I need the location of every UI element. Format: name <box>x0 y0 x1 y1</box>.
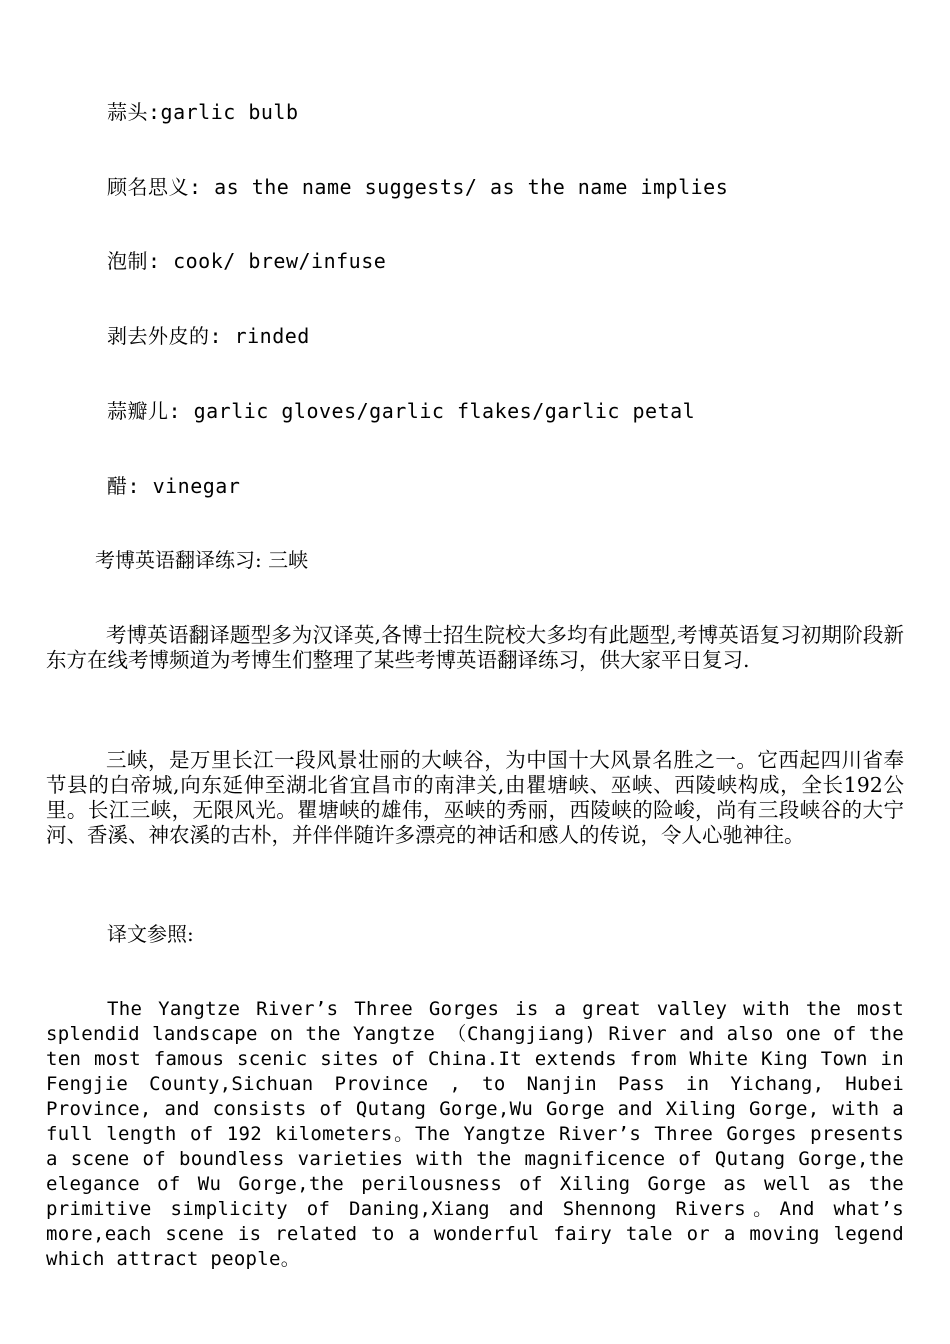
source-paragraph: 三峡，是万里长江一段风景壮丽的大峡谷，为中国十大风景名胜之一。它西起四川省奉节县的白帝城,向东延伸至湖北省宜昌市的南津关,由瞿塘峡、巫峡、西陵峡构成，全长192公里。长江三峡，无限风光。瞿塘峡的雄伟，巫峡的秀丽，西陵峡的险峻，尚有三段峡谷的大宁河、香溪、神农溪的古朴，并伴伴随许多漂亮的神话和感人的传说，令人心驰神往。 <box>46 748 904 847</box>
vocab-item-vinegar: 醋: vinegar <box>107 474 241 498</box>
vocab-item-cook: 泡制: cook/ brew/infuse <box>107 249 387 273</box>
intro-paragraph: 考博英语翻译题型多为汉译英,各博士招生院校大多均有此题型,考博英语复习初期阶段新东方在线考博频道为考博生们整理了某些考博英语翻译练习，供大家平日复习. <box>46 623 904 672</box>
vocab-item-rinded: 剥去外皮的: rinded <box>107 324 310 348</box>
section-heading: 考博英语翻译练习: 三峡 <box>95 548 309 572</box>
translation-paragraph: The Yangtze River’s Three Gorges is a great valley with the most splendid landscape on the Yangtze （Changjiang) River and also one of the ten most famous scenic sites of China.It extends from White King Town in Fengjie County,Sichuan Province , to Nanjin Pass in Yichang, Hubei Province, and consists of Qutang Gorge,Wu Gorge and Xiling Gorge, with a full length of 192 kilometers。The Yangtze River’s Three Gorges presents a scene of boundless varieties with the magnificence of Qutang Gorge,the elegance of Wu Gorge,the perilousness of Xiling Gorge as well as the primitive simplicity of Daning,Xiang and Shennong Rivers。And what’s more,each scene is related to a wonderful fairy tale or a moving legend which attract people。 <box>46 998 904 1270</box>
vocab-item-as-the-name-suggests: 顾名思义: as the name suggests/ as the name implies <box>107 175 729 199</box>
vocab-item-garlic-bulb: 蒜头:garlic bulb <box>107 100 299 124</box>
reference-label: 译文参照: <box>107 922 194 946</box>
vocab-item-garlic-gloves: 蒜瓣儿: garlic gloves/garlic flakes/garlic petal <box>107 399 696 423</box>
